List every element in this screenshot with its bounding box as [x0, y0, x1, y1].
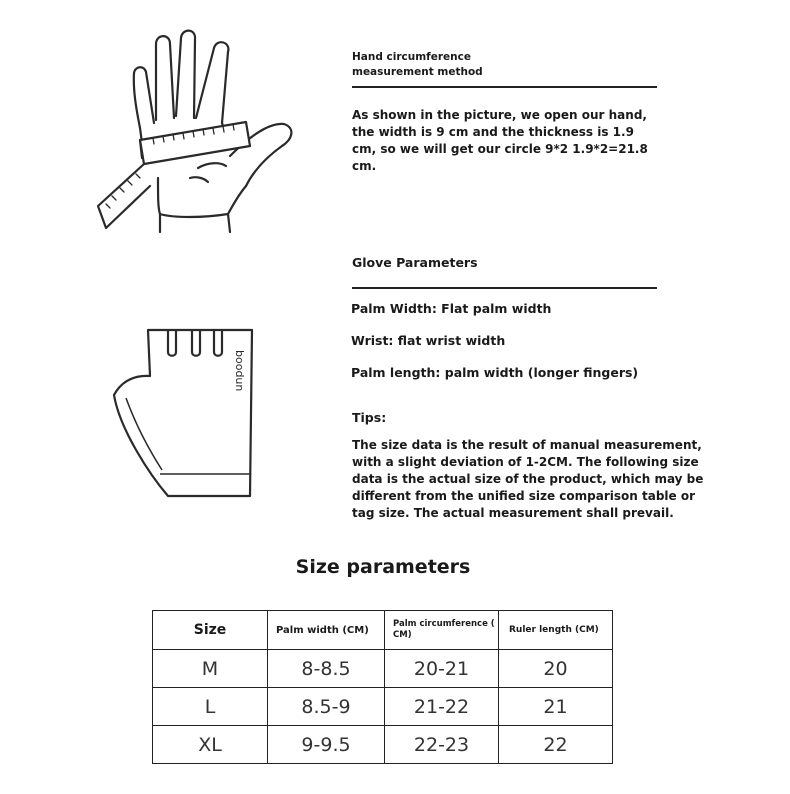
measurement-description: As shown in the picture, we open our hand, the width is 9 cm and the thickness is 1.9 cm, so we will get our circle 9*2 1.9*2=21.8 cm.	[352, 108, 648, 173]
cell-palm-circumference: 22-23	[385, 726, 499, 764]
glove-illustration	[100, 320, 280, 505]
tips-body: The size data is the result of manual measurement, with a slight deviation of 1-2CM. The following size data is the actual size of the product, which may be different from the unified size comparison table or tag size. The actual measurement shall prevail.	[352, 438, 704, 520]
measurement-method-title	[352, 50, 552, 80]
middle-finger	[176, 31, 195, 118]
cell-size: L	[153, 688, 268, 726]
cell-size: XL	[153, 726, 268, 764]
header-size: Size	[153, 611, 268, 650]
glove-outline	[114, 330, 252, 496]
header-ruler-length: Ruler length (CM)	[499, 611, 613, 650]
size-table	[152, 610, 613, 764]
cell-ruler-length: 21	[499, 688, 613, 726]
index-finger	[196, 42, 228, 123]
table-row	[153, 650, 613, 688]
param-wrist: Wrist: flat wrist width	[351, 333, 506, 348]
table-row	[153, 726, 613, 764]
hand-measurement-illustration	[78, 28, 308, 238]
divider-line	[352, 86, 657, 88]
measurement-title-line1: Hand circumference	[352, 51, 471, 63]
cell-size: M	[153, 650, 268, 688]
cell-palm-width: 9-9.5	[268, 726, 385, 764]
cell-ruler-length: 20	[499, 650, 613, 688]
cell-palm-width: 8.5-9	[268, 688, 385, 726]
table-header-row	[153, 611, 613, 650]
table-row	[153, 688, 613, 726]
size-parameters-title: Size parameters	[295, 556, 471, 578]
header-palm-circumference: Palm circumference ( CM)	[385, 611, 499, 650]
cell-palm-width: 8-8.5	[268, 650, 385, 688]
little-finger	[134, 67, 154, 128]
cell-palm-circumference: 20-21	[385, 650, 499, 688]
cell-palm-circumference: 21-22	[385, 688, 499, 726]
cell-ruler-length: 22	[499, 726, 613, 764]
ring-finger	[156, 36, 174, 120]
glove-logo: boodun	[233, 350, 246, 392]
tips-title: Tips:	[352, 410, 387, 425]
measurement-title-line2: measurement method	[352, 66, 483, 78]
param-palm-length: Palm length: palm width (longer fingers)	[351, 365, 639, 380]
glove-parameters-title: Glove Parameters	[352, 255, 478, 270]
param-palm-width: Palm Width: Flat palm width	[351, 301, 552, 316]
tape-end	[98, 164, 150, 228]
header-palm-width: Palm width (CM)	[268, 611, 385, 650]
divider-line	[352, 287, 657, 289]
